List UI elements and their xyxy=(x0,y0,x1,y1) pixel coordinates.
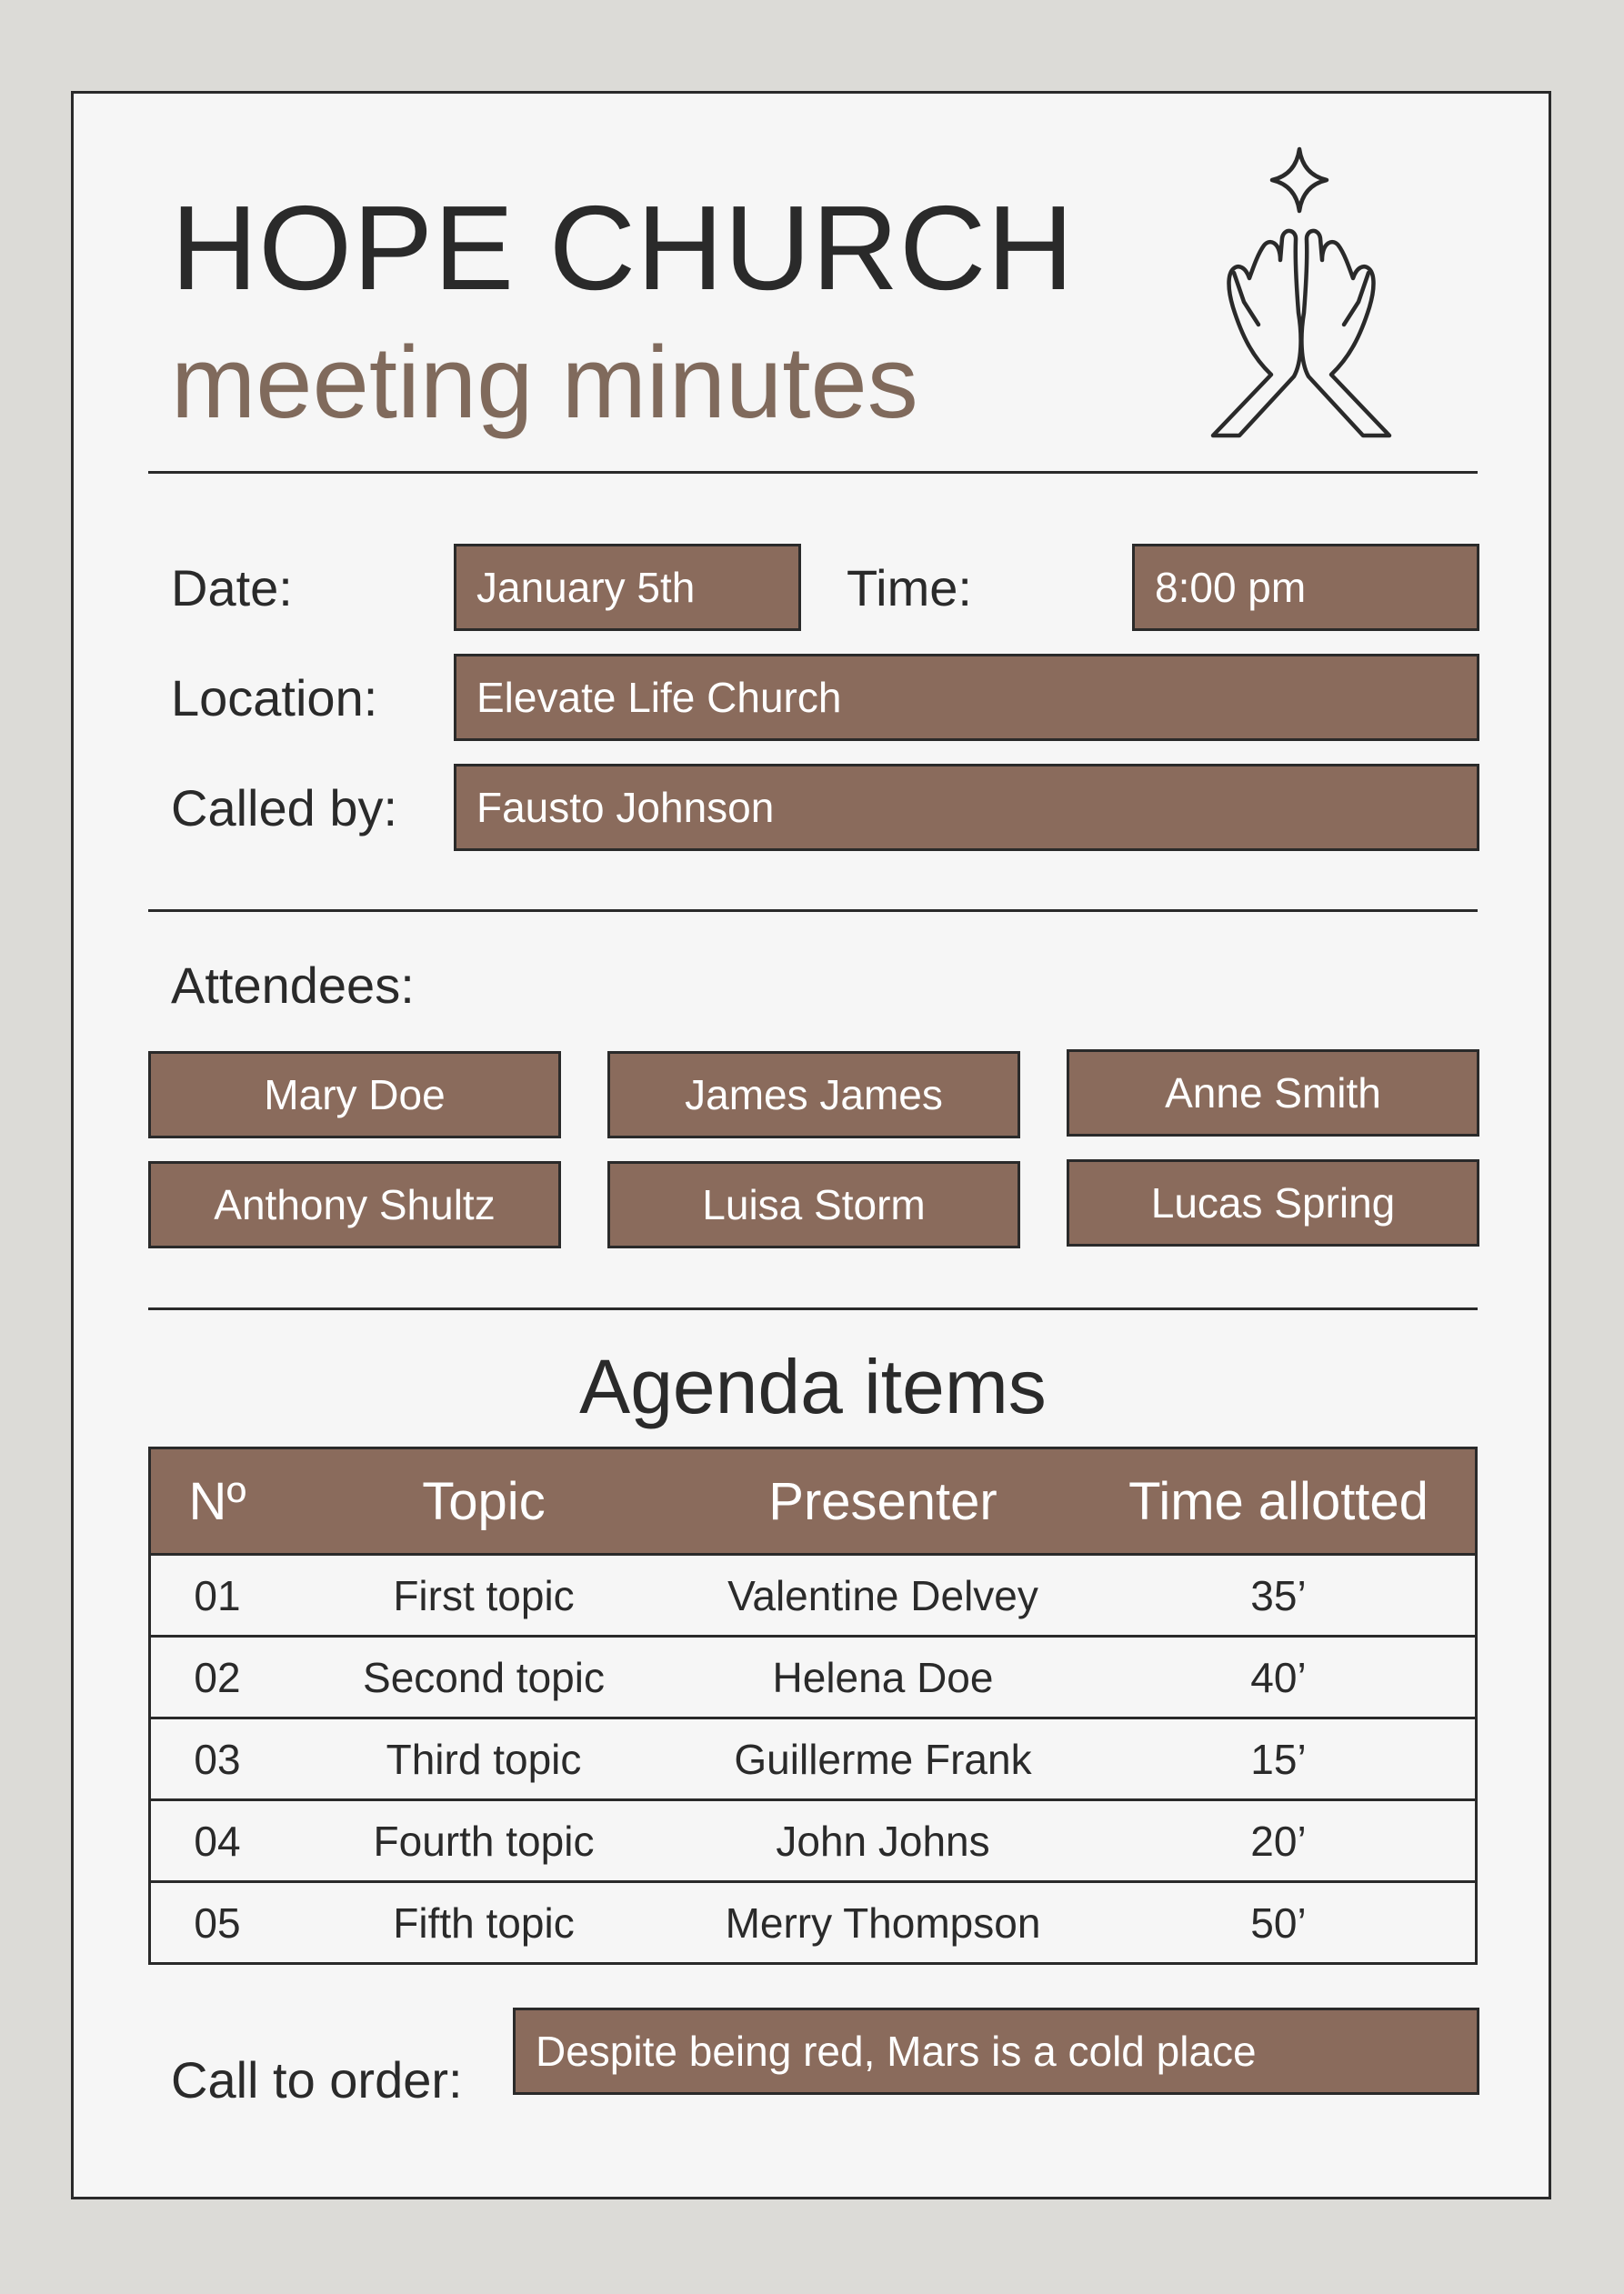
row-number: 01 xyxy=(194,1571,241,1619)
attendee-chip[interactable]: Anne Smith xyxy=(1067,1049,1479,1137)
row-number: 03 xyxy=(194,1735,241,1783)
attendees-divider xyxy=(148,1307,1478,1310)
header-divider xyxy=(148,471,1478,474)
time-label: Time: xyxy=(847,559,972,616)
time-field[interactable]: 8:00 pm xyxy=(1132,544,1479,631)
row-number: 02 xyxy=(194,1653,241,1701)
call-to-order-label: Call to order: xyxy=(171,2051,463,2109)
row-time: 40’ xyxy=(1250,1653,1307,1701)
row-topic: Fourth topic xyxy=(373,1817,595,1865)
table-row xyxy=(151,1553,1475,1635)
attendee-chip[interactable]: Luisa Storm xyxy=(607,1161,1020,1248)
location-field[interactable]: Elevate Life Church xyxy=(454,654,1479,741)
attendee-chip[interactable]: Lucas Spring xyxy=(1067,1159,1479,1247)
row-presenter: John Johns xyxy=(776,1817,990,1865)
row-time: 35’ xyxy=(1250,1571,1307,1619)
table-row xyxy=(151,1717,1475,1798)
row-number: 05 xyxy=(194,1898,241,1947)
agenda-header-row xyxy=(151,1449,1475,1553)
page-title: HOPE CHURCH xyxy=(171,181,1075,315)
location-label: Location: xyxy=(171,669,378,726)
row-presenter: Guillerme Frank xyxy=(734,1735,1032,1783)
row-time: 15’ xyxy=(1250,1735,1307,1783)
attendee-chip[interactable]: James James xyxy=(607,1051,1020,1138)
praying-hands-star-icon xyxy=(1151,144,1451,444)
agenda-table xyxy=(148,1447,1478,1965)
row-topic: Third topic xyxy=(386,1735,582,1783)
minutes-page xyxy=(71,91,1551,2199)
row-time: 20’ xyxy=(1250,1817,1307,1865)
table-row xyxy=(151,1635,1475,1717)
agenda-title: Agenda items xyxy=(579,1344,1047,1429)
row-presenter: Merry Thompson xyxy=(725,1898,1041,1947)
row-presenter: Valentine Delvey xyxy=(727,1571,1038,1619)
called-by-field[interactable]: Fausto Johnson xyxy=(454,764,1479,851)
attendees-label: Attendees: xyxy=(171,957,415,1014)
column-header-number: Nº xyxy=(188,1471,246,1531)
attendee-chip[interactable]: Anthony Shultz xyxy=(148,1161,561,1248)
column-header-presenter: Presenter xyxy=(768,1471,997,1531)
column-header-topic: Topic xyxy=(422,1471,546,1531)
attendee-chip[interactable]: Mary Doe xyxy=(148,1051,561,1138)
row-presenter: Helena Doe xyxy=(772,1653,994,1701)
row-topic: Second topic xyxy=(363,1653,605,1701)
table-row xyxy=(151,1880,1475,1962)
called-by-label: Called by: xyxy=(171,779,398,836)
details-divider xyxy=(148,909,1478,912)
date-field[interactable]: January 5th xyxy=(454,544,801,631)
row-topic: First topic xyxy=(393,1571,575,1619)
date-label: Date: xyxy=(171,559,293,616)
column-header-time-allotted: Time allotted xyxy=(1128,1471,1429,1531)
call-to-order-field[interactable]: Despite being red, Mars is a cold place xyxy=(513,2008,1479,2095)
page-subtitle: meeting minutes xyxy=(171,326,918,439)
row-number: 04 xyxy=(194,1817,241,1865)
row-topic: Fifth topic xyxy=(393,1898,575,1947)
table-row xyxy=(151,1798,1475,1880)
row-time: 50’ xyxy=(1250,1898,1307,1947)
